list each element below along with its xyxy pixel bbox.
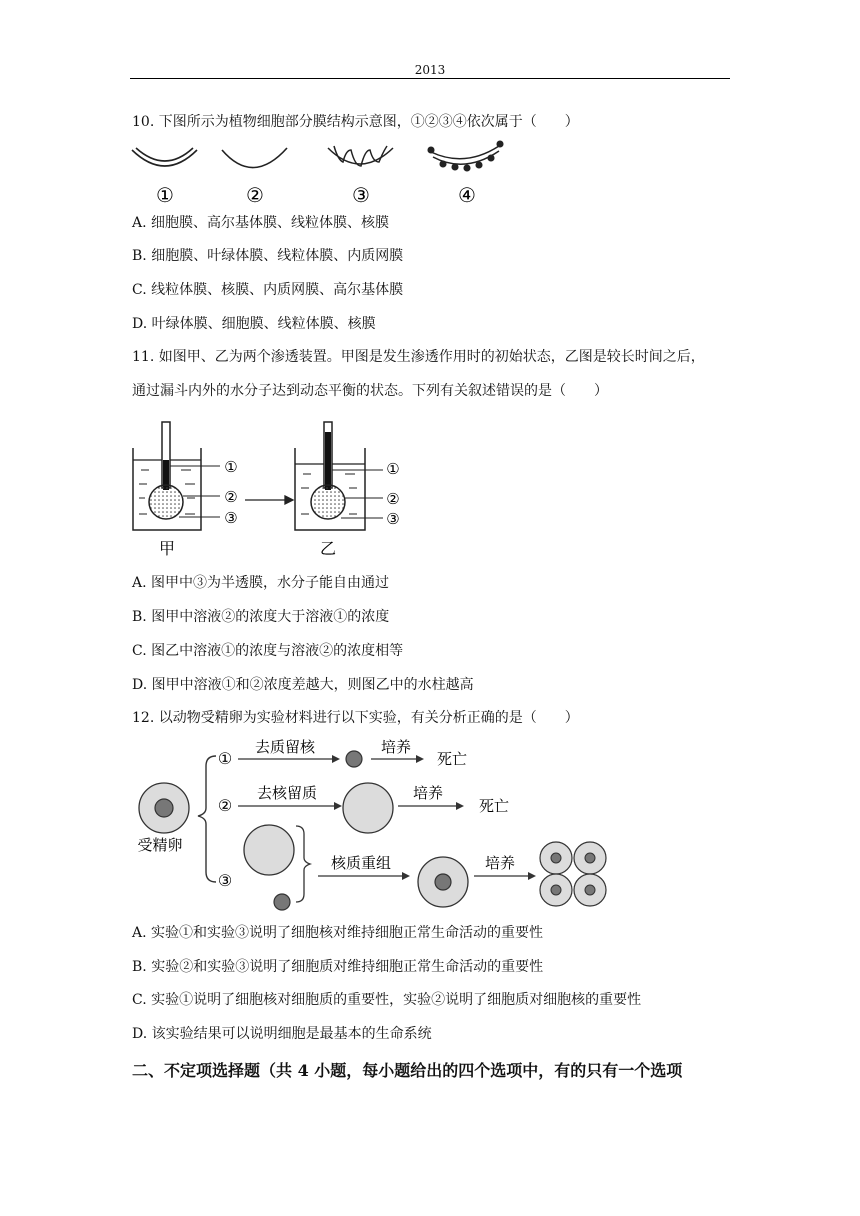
branch-brace [198,756,216,882]
culture-label-3: 培养 [484,854,516,872]
death-label-2: 死亡 [478,797,510,815]
step-recombine: 核质重组 [330,854,392,872]
page-header-year: 2013 [414,63,446,77]
membrane-2-single [222,148,287,168]
question-10-stem: 10. 下图所示为植物细胞部分膜结构示意图，①②③④依次属于（ ） [132,114,579,130]
figure-label-3: ③ [352,183,370,207]
q12-option-b[interactable]: B. 实验②和实验③说明了细胞质对维持细胞正常生命活动的重要性 [132,959,544,975]
figure-label-2: ② [246,183,264,207]
recombined-nucleus [435,874,451,890]
header-rule [130,78,730,79]
isolated-nucleus [346,751,362,767]
membrane-4-with-ribosomes [428,141,503,171]
q12-option-c[interactable]: C. 实验①说明了细胞核对细胞质的重要性，实验②说明了细胞质对细胞核的重要性 [132,992,642,1008]
transition-arrow [245,496,293,504]
membrane-3-cristae [328,146,393,166]
membrane-1-double [132,148,197,166]
yi-label-2: ② [386,490,400,508]
section-2-heading: 二、不定项选择题（共 4 小题，每小题给出的四个选项中，有的只有一个选项 [132,1061,683,1080]
apparatus-yi [295,422,383,530]
q11-option-d[interactable]: D. 图甲中溶液①和②浓度差越大，则图乙中的水柱越高 [132,677,474,693]
death-label-1: 死亡 [436,750,468,768]
q10-membrane-figure [125,138,515,210]
q11-option-b[interactable]: B. 图甲中溶液②的浓度大于溶液①的浓度 [132,609,390,625]
jia-label-2: ② [224,488,238,506]
fertilized-egg-nucleus [155,799,173,817]
recipient-cytoplasm [244,825,294,875]
caption-yi: 乙 [319,539,337,558]
branch-label-2: ② [217,796,233,815]
q12-option-a[interactable]: A. 实验①和实验③说明了细胞核对维持细胞正常生命活动的重要性 [132,925,544,941]
branch-label-3: ③ [217,871,233,890]
combine-brace [296,826,310,902]
step-remove-nucleus: 去核留质 [256,784,318,802]
culture-label-2: 培养 [412,784,444,802]
culture-label-1: 培养 [380,738,412,756]
branch-label-1: ① [217,749,233,768]
caption-jia: 甲 [158,539,176,558]
q12-option-d[interactable]: D. 该实验结果可以说明细胞是最基本的生命系统 [132,1026,432,1042]
dividing-cells [540,842,606,906]
question-12-stem: 12. 以动物受精卵为实验材料进行以下实验，有关分析正确的是（ ） [132,710,579,726]
q10-option-d[interactable]: D. 叶绿体膜、细胞膜、线粒体膜、核膜 [132,316,376,332]
step-remove-cytoplasm: 去质留核 [254,738,316,756]
figure-label-4: ④ [458,183,476,207]
jia-label-1: ① [224,458,238,476]
q10-option-c[interactable]: C. 线粒体膜、核膜、内质网膜、高尔基体膜 [132,282,404,298]
apparatus-jia [133,422,220,530]
q12-experiment-figure [128,738,618,916]
q10-option-b[interactable]: B. 细胞膜、叶绿体膜、线粒体膜、内质网膜 [132,248,404,264]
q11-option-a[interactable]: A. 图甲中③为半透膜，水分子能自由通过 [132,575,390,591]
q11-option-c[interactable]: C. 图乙中溶液①的浓度与溶液②的浓度相等 [132,643,404,659]
yi-label-1: ① [386,460,400,478]
donor-nucleus [274,894,290,910]
question-11-stem-line1: 11. 如图甲、乙为两个渗透装置。甲图是发生渗透作用时的初始状态，乙图是较长时间之后， [132,349,705,365]
yi-label-3: ③ [386,510,400,528]
jia-label-3: ③ [224,509,238,527]
egg-label: 受精卵 [137,836,183,854]
enucleated-cell [343,783,393,833]
q10-option-a[interactable]: A. 细胞膜、高尔基体膜、线粒体膜、核膜 [132,215,390,231]
question-11-stem-line2: 通过漏斗内外的水分子达到动态平衡的状态。下列有关叙述错误的是（ ） [132,383,608,399]
figure-label-1: ① [156,183,174,207]
q11-osmosis-figure [125,418,415,560]
